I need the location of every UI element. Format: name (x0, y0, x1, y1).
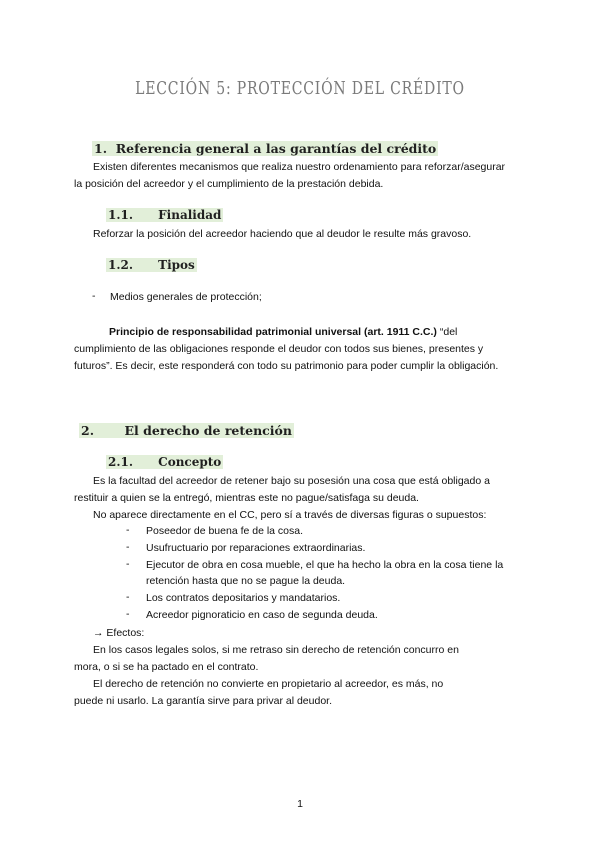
section-2-heading (79, 423, 294, 438)
section-1-2-heading (106, 258, 197, 272)
section-number: 2.1. (108, 455, 134, 469)
principle-bold: Principio de responsabilidad patrimonial universal (art. 1911 C.C.) (109, 326, 437, 338)
page-number: 1 (297, 798, 303, 810)
heading-text: Tipos (158, 258, 195, 272)
paragraph-line: la posición del acreedor y el cumplimiento de la prestación debida. (74, 178, 384, 190)
paragraph-line: futuros”. Es decir, este responderá con todo su patrimonio para poder cumplir la obligación. (74, 360, 499, 372)
heading-text: El derecho de retención (124, 423, 292, 438)
paragraph-line: No aparece directamente en el CC, pero sí a través de diversas figuras o supuestos: (93, 509, 487, 521)
list-item: Poseedor de buena fe de la cosa. (146, 525, 304, 537)
paragraph-line: cumplimiento de las obligaciones responde el deudor con todos sus bienes, presentes y (74, 343, 484, 355)
paragraph-line: puede ni usarlo. La garantía sirve para privar al deudor. (74, 695, 332, 707)
section-number: 1.1. (108, 208, 134, 222)
paragraph-line: En los casos legales solos, si me retraso sin derecho de retención concurro en (93, 644, 459, 656)
effects-label: → Efectos: (93, 627, 145, 639)
heading-text: Finalidad (158, 208, 222, 222)
paragraph-line: Es la facultad del acreedor de retener bajo su posesión una cosa que está obligado a (93, 475, 490, 487)
bullet-text: Medios generales de protección; (110, 291, 262, 303)
principle-line (109, 325, 457, 339)
paragraph-line: Existen diferentes mecanismos que realiza nuestro ordenamiento para reforzar/asegurar (93, 161, 506, 173)
list-item: Los contratos depositarios y mandatarios. (146, 592, 341, 604)
list-item: Acreedor pignoraticio en caso de segunda deuda. (146, 609, 378, 621)
section-number: 2. (81, 423, 95, 438)
section-number: 1.2. (108, 258, 134, 272)
section-2-1-heading (106, 455, 223, 469)
section-1-heading (92, 141, 438, 156)
list-dash: - (126, 608, 130, 620)
paragraph-line: restituir a quien se la entregó, mientras este no pague/satisfaga su deuda. (74, 492, 419, 504)
list-item: Usufructuario por reparaciones extraordinarias. (146, 542, 366, 554)
list-item: Ejecutor de obra en cosa mueble, el que ha hecho la obra en la cosa tiene la (146, 559, 504, 571)
principle-rest: “del (436, 326, 458, 338)
section-1-1-heading (106, 208, 223, 222)
list-dash: - (126, 541, 130, 553)
list-dash: - (126, 524, 130, 536)
heading-text: Referencia general a las garantías del crédito (115, 141, 437, 156)
heading-text: Concepto (158, 455, 222, 469)
list-dash: - (126, 558, 130, 570)
paragraph-line: Reforzar la posición del acreedor haciendo que al deudor le resulte más gravoso. (93, 228, 472, 240)
bullet-dash: - (92, 290, 96, 302)
paragraph-line: El derecho de retención no convierte en propietario al acreedor, es más, no (93, 678, 444, 690)
section-number: 1. (94, 141, 108, 156)
list-dash: - (126, 591, 130, 603)
paragraph-line: mora, o si se ha pactado en el contrato. (74, 661, 259, 673)
list-item-continuation: retención hasta que no se pague la deuda. (146, 575, 346, 587)
page-title: LECCIÓN 5: PROTECCIÓN DEL CRÉDITO (135, 78, 465, 99)
